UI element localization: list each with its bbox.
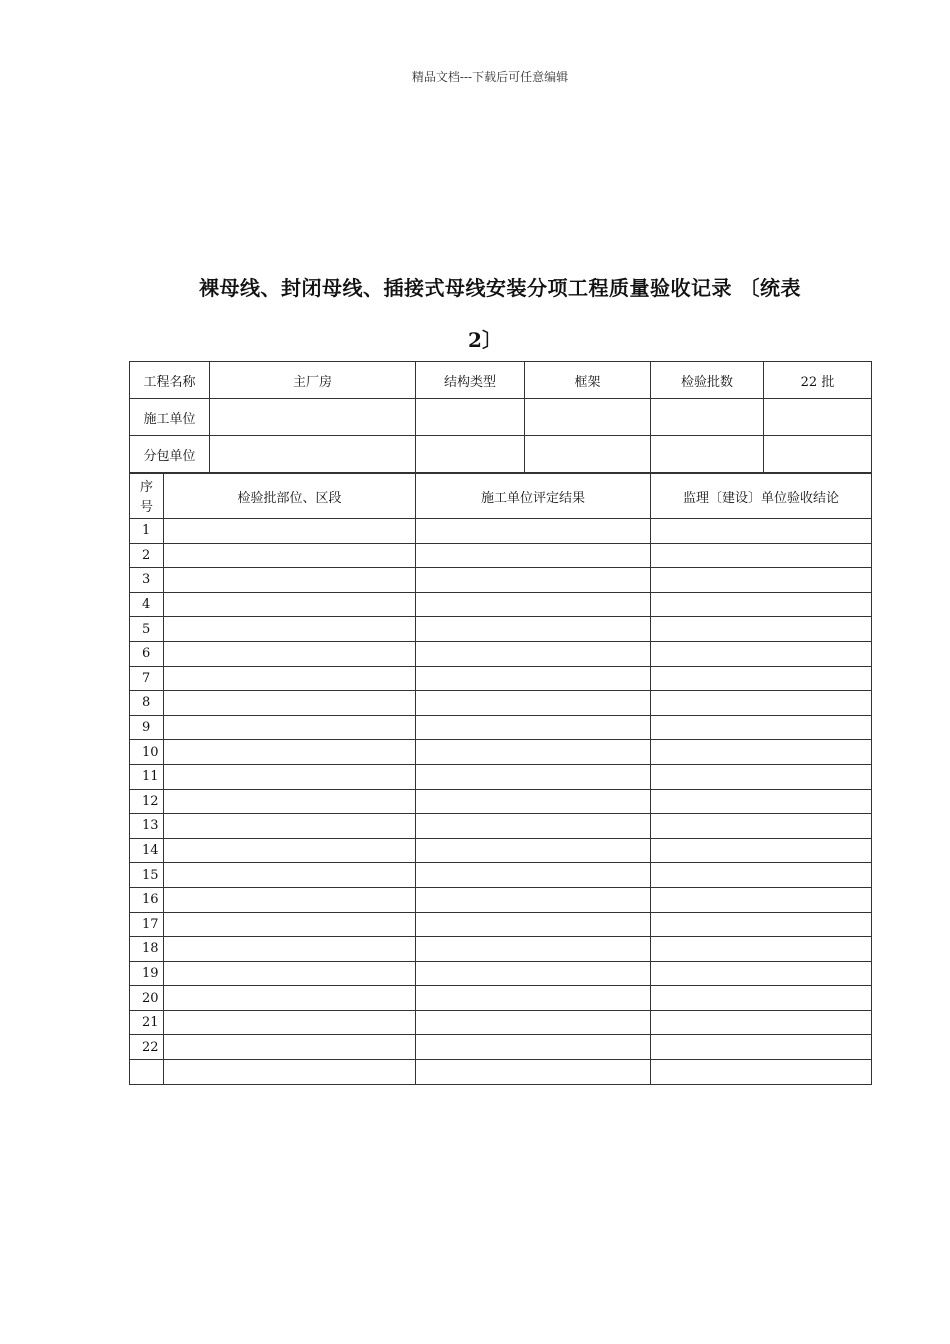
supervisor-conclusion-cell bbox=[651, 887, 872, 912]
contractor-result-cell bbox=[416, 740, 651, 765]
row-number: 3 bbox=[130, 568, 164, 593]
supervisor-conclusion-cell bbox=[651, 617, 872, 642]
contractor-result-cell bbox=[416, 715, 651, 740]
contractor-cell-3 bbox=[416, 399, 525, 436]
contractor-result-cell bbox=[416, 543, 651, 568]
supervisor-conclusion-cell bbox=[651, 592, 872, 617]
contractor-cell-6 bbox=[764, 399, 872, 436]
row-number: 18 bbox=[130, 937, 164, 962]
row-number: 5 bbox=[130, 617, 164, 642]
row-number: 20 bbox=[130, 986, 164, 1011]
supervisor-conclusion-header: 监理〔建设〕单位验收结论 bbox=[651, 474, 872, 519]
row-number: 7 bbox=[130, 666, 164, 691]
contractor-result-cell bbox=[416, 961, 651, 986]
supervisor-conclusion-cell bbox=[651, 1060, 872, 1085]
row-number: 15 bbox=[130, 863, 164, 888]
table-row bbox=[130, 986, 872, 1011]
table-header-row bbox=[130, 474, 872, 519]
contractor-result-header: 施工单位评定结果 bbox=[416, 474, 651, 519]
document-title-continued: 2〕 bbox=[468, 328, 502, 352]
location-cell bbox=[164, 887, 416, 912]
table-row bbox=[130, 937, 872, 962]
inspection-list-table bbox=[129, 473, 872, 1085]
info-row-contractor bbox=[130, 399, 872, 436]
supervisor-conclusion-cell bbox=[651, 715, 872, 740]
row-number: 22 bbox=[130, 1035, 164, 1060]
location-cell bbox=[164, 838, 416, 863]
row-number: 19 bbox=[130, 961, 164, 986]
table-row bbox=[130, 691, 872, 716]
table-row bbox=[130, 961, 872, 986]
table-row bbox=[130, 543, 872, 568]
contractor-result-cell bbox=[416, 1010, 651, 1035]
supervisor-conclusion-cell bbox=[651, 937, 872, 962]
contractor-result-cell bbox=[416, 519, 651, 544]
table-row bbox=[130, 617, 872, 642]
location-cell bbox=[164, 986, 416, 1011]
row-number: 16 bbox=[130, 887, 164, 912]
location-cell bbox=[164, 961, 416, 986]
table-row bbox=[130, 912, 872, 937]
contractor-result-cell bbox=[416, 592, 651, 617]
contractor-result-cell bbox=[416, 617, 651, 642]
structure-type-value: 框架 bbox=[525, 362, 651, 399]
table-row bbox=[130, 519, 872, 544]
info-table bbox=[129, 361, 872, 473]
supervisor-conclusion-cell bbox=[651, 666, 872, 691]
contractor-result-cell bbox=[416, 838, 651, 863]
supervisor-conclusion-cell bbox=[651, 789, 872, 814]
row-number: 2 bbox=[130, 543, 164, 568]
location-cell bbox=[164, 592, 416, 617]
location-cell bbox=[164, 789, 416, 814]
table-row bbox=[130, 715, 872, 740]
row-number: 21 bbox=[130, 1010, 164, 1035]
batch-count-label: 检验批数 bbox=[651, 362, 764, 399]
table-row bbox=[130, 740, 872, 765]
contractor-result-cell bbox=[416, 789, 651, 814]
contractor-label: 施工单位 bbox=[130, 399, 210, 436]
supervisor-conclusion-cell bbox=[651, 863, 872, 888]
info-row-project bbox=[130, 362, 872, 399]
row-number: 1 bbox=[130, 519, 164, 544]
location-cell bbox=[164, 863, 416, 888]
contractor-result-cell bbox=[416, 887, 651, 912]
location-cell bbox=[164, 764, 416, 789]
structure-type-label: 结构类型 bbox=[416, 362, 525, 399]
row-number: 4 bbox=[130, 592, 164, 617]
table-row bbox=[130, 814, 872, 839]
location-cell bbox=[164, 543, 416, 568]
subcontractor-value bbox=[210, 436, 416, 473]
row-number: 6 bbox=[130, 641, 164, 666]
contractor-result-cell bbox=[416, 986, 651, 1011]
location-cell bbox=[164, 912, 416, 937]
contractor-result-cell bbox=[416, 1035, 651, 1060]
supervisor-conclusion-cell bbox=[651, 641, 872, 666]
location-cell bbox=[164, 666, 416, 691]
supervisor-conclusion-cell bbox=[651, 764, 872, 789]
supervisor-conclusion-cell bbox=[651, 961, 872, 986]
subcontractor-cell-6 bbox=[764, 436, 872, 473]
table-row bbox=[130, 789, 872, 814]
subcontractor-cell-3 bbox=[416, 436, 525, 473]
table-row bbox=[130, 666, 872, 691]
contractor-result-cell bbox=[416, 814, 651, 839]
subcontractor-cell-4 bbox=[525, 436, 651, 473]
location-cell bbox=[164, 617, 416, 642]
table-row bbox=[130, 1035, 872, 1060]
row-number: 8 bbox=[130, 691, 164, 716]
project-name-value: 主厂房 bbox=[210, 362, 416, 399]
contractor-result-cell bbox=[416, 568, 651, 593]
supervisor-conclusion-cell bbox=[651, 912, 872, 937]
supervisor-conclusion-cell bbox=[651, 1035, 872, 1060]
seq-header: 序号 bbox=[130, 474, 164, 519]
supervisor-conclusion-cell bbox=[651, 814, 872, 839]
location-cell bbox=[164, 937, 416, 962]
row-number: 9 bbox=[130, 715, 164, 740]
supervisor-conclusion-cell bbox=[651, 568, 872, 593]
contractor-value bbox=[210, 399, 416, 436]
contractor-cell-5 bbox=[651, 399, 764, 436]
contractor-result-cell bbox=[416, 912, 651, 937]
document-title: 裸母线、封闭母线、插接式母线安装分项工程质量验收记录 〔统表 bbox=[199, 276, 801, 300]
table-row bbox=[130, 592, 872, 617]
supervisor-conclusion-cell bbox=[651, 1010, 872, 1035]
location-cell bbox=[164, 1010, 416, 1035]
location-cell bbox=[164, 715, 416, 740]
supervisor-conclusion-cell bbox=[651, 740, 872, 765]
supervisor-conclusion-cell bbox=[651, 543, 872, 568]
supervisor-conclusion-cell bbox=[651, 691, 872, 716]
location-cell bbox=[164, 740, 416, 765]
header-note: 精品文档---下载后可任意编辑 bbox=[411, 70, 569, 84]
row-number: 10 bbox=[130, 740, 164, 765]
location-cell bbox=[164, 1035, 416, 1060]
table-row bbox=[130, 1010, 872, 1035]
row-number: 14 bbox=[130, 838, 164, 863]
contractor-result-cell bbox=[416, 691, 651, 716]
table-row bbox=[130, 863, 872, 888]
location-cell bbox=[164, 691, 416, 716]
batch-count-value: 22 批 bbox=[764, 362, 872, 399]
contractor-result-cell bbox=[416, 863, 651, 888]
contractor-result-cell bbox=[416, 764, 651, 789]
location-cell bbox=[164, 568, 416, 593]
table-row bbox=[130, 568, 872, 593]
table-row bbox=[130, 1060, 872, 1085]
contractor-result-cell bbox=[416, 937, 651, 962]
table-row bbox=[130, 641, 872, 666]
row-number: 12 bbox=[130, 789, 164, 814]
location-cell bbox=[164, 1060, 416, 1085]
location-cell bbox=[164, 641, 416, 666]
row-number bbox=[130, 1060, 164, 1085]
row-number: 17 bbox=[130, 912, 164, 937]
info-row-subcontractor bbox=[130, 436, 872, 473]
location-header: 检验批部位、区段 bbox=[164, 474, 416, 519]
contractor-result-cell bbox=[416, 1060, 651, 1085]
table-row bbox=[130, 887, 872, 912]
table-row bbox=[130, 764, 872, 789]
contractor-cell-4 bbox=[525, 399, 651, 436]
row-number: 11 bbox=[130, 764, 164, 789]
supervisor-conclusion-cell bbox=[651, 838, 872, 863]
supervisor-conclusion-cell bbox=[651, 519, 872, 544]
subcontractor-label: 分包单位 bbox=[130, 436, 210, 473]
contractor-result-cell bbox=[416, 641, 651, 666]
subcontractor-cell-5 bbox=[651, 436, 764, 473]
contractor-result-cell bbox=[416, 666, 651, 691]
supervisor-conclusion-cell bbox=[651, 986, 872, 1011]
location-cell bbox=[164, 519, 416, 544]
table-row bbox=[130, 838, 872, 863]
location-cell bbox=[164, 814, 416, 839]
row-number: 13 bbox=[130, 814, 164, 839]
project-name-label: 工程名称 bbox=[130, 362, 210, 399]
